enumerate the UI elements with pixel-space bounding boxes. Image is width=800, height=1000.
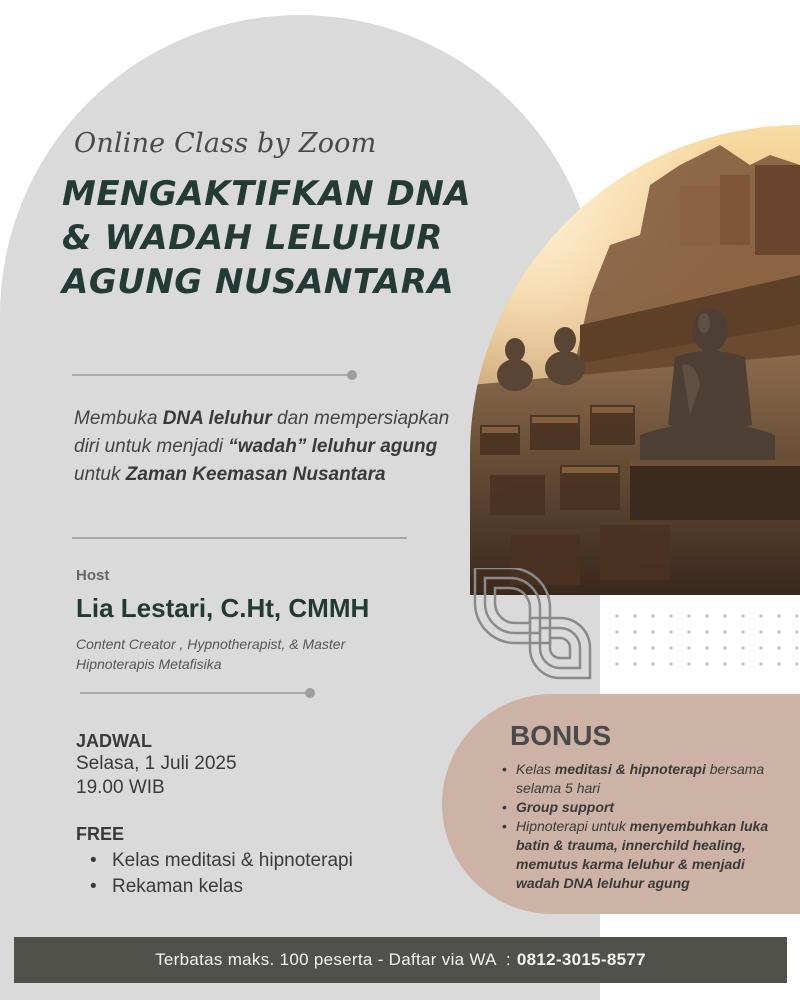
footer-bar: [14, 937, 787, 983]
bonus-text: Kelas: [516, 761, 555, 777]
bonus-bold: Group support: [516, 799, 614, 815]
bonus-title: BONUS: [510, 720, 612, 751]
bonus-text: bersama selama 5 hari: [516, 761, 765, 796]
divider-2: [72, 537, 407, 539]
free-list: [76, 848, 353, 900]
divider-knob: [347, 370, 357, 380]
divider-knob: [305, 688, 315, 698]
list-item: [500, 798, 782, 817]
free-label: FREE: [76, 824, 125, 844]
divider-3: [80, 692, 310, 694]
schedule-label: JADWAL: [76, 731, 152, 751]
subtitle-text: dan mempersiapkan diri untuk menjadi: [74, 408, 450, 457]
schedule-date: Selasa, 1 Juli 2025: [76, 753, 237, 774]
host-name: Lia Lestari, C.Ht, CMMH: [76, 593, 370, 623]
subtitle: [74, 405, 454, 489]
list-item: [500, 817, 782, 893]
dot-grid-pattern: [608, 608, 798, 668]
bonus-bold: menyembuhkan luka batin & trauma, innerchild healing, memutus karma leluhur & menjadi wadah DNA leluhur agung: [516, 818, 769, 891]
subtitle-text: Membuka: [74, 408, 163, 429]
list-item: • Rekaman kelas: [76, 874, 353, 900]
subtitle-bold: DNA leluhur: [162, 408, 272, 429]
bonus-list: [500, 760, 782, 893]
pretitle: Online Class by Zoom: [74, 128, 377, 159]
subtitle-bold: “wadah” leluhur agung: [228, 436, 438, 457]
host-label: Host: [76, 567, 110, 584]
divider-1: [72, 374, 352, 376]
list-item: • Kelas meditasi & hipnoterapi: [76, 848, 353, 874]
subtitle-bold: Zaman Keemasan Nusantara: [125, 464, 386, 485]
concentric-shapes-icon: [470, 568, 600, 688]
footer-phone[interactable]: 0812-3015-8577: [516, 950, 646, 969]
subtitle-text: untuk: [74, 464, 126, 485]
host-role: Content Creator , Hypnotherapist, & Master Hipnoterapis Metafisika: [76, 636, 346, 672]
schedule-time: 19.00 WIB: [76, 777, 165, 798]
bonus-text: Hipnoterapi untuk: [516, 818, 630, 834]
list-item: [500, 760, 782, 798]
bonus-bold: meditasi & hipnoterapi: [554, 761, 706, 777]
footer-text: Terbatas maks. 100 peserta - Daftar via WA :: [155, 950, 511, 969]
page-title: MENGAKTIFKAN DNA & WADAH LELUHUR AGUNG NUSANTARA: [62, 174, 472, 302]
